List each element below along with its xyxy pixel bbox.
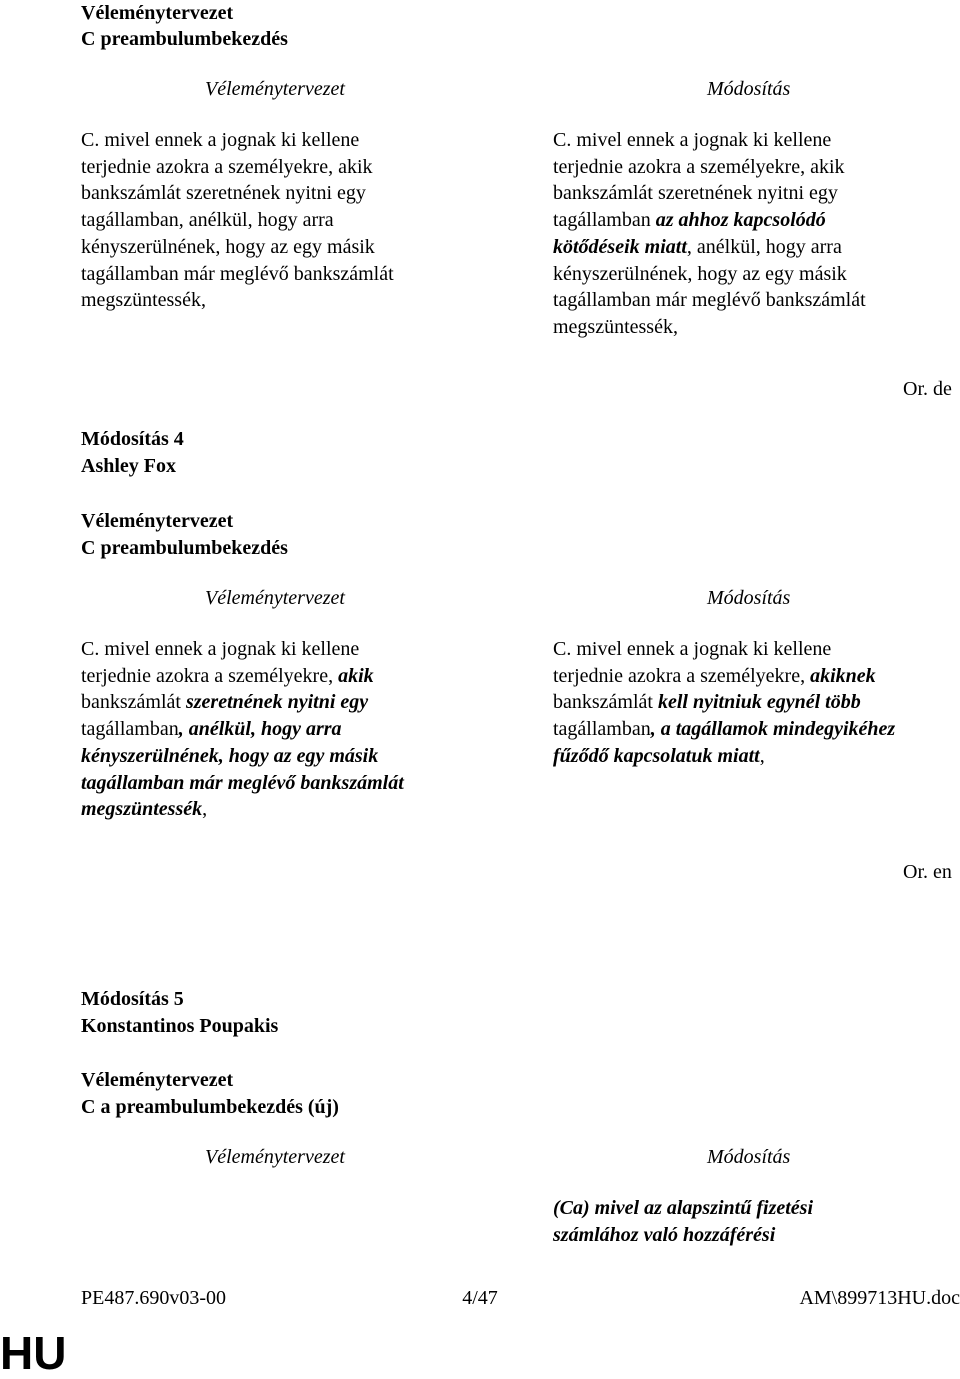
right-column-header: Módosítás (707, 587, 791, 609)
text-line: bankszámlát szeretnének nyitni egy (553, 182, 838, 205)
text-line: tagállamban már meglévő bankszámlát (81, 262, 394, 285)
original-text (81, 636, 404, 823)
language-code: HU (0, 1327, 67, 1379)
text-line: C. mivel ennek a jognak ki kellene (81, 638, 360, 660)
text-line: terjednie azokra a személyekre, akik (81, 155, 373, 178)
amendment-number: Módosítás 4 (81, 428, 184, 450)
footer-reference: PE487.690v03-00 (81, 1287, 226, 1309)
amended-text (553, 636, 895, 770)
deleted-text: tagállamban már meglévő bankszámlát (81, 771, 404, 794)
text-line: terjednie azokra a személyekre, akik (553, 155, 845, 178)
text-segment: , anélkül, hogy arra (686, 235, 842, 258)
inserted-text: (Ca) mivel az alapszintű fizetési (553, 1197, 813, 1219)
paragraph-ref: C a preambulumbekezdés (új) (81, 1096, 339, 1118)
text-line: megszüntessék, (553, 315, 678, 338)
right-column-header: Módosítás (707, 78, 791, 100)
doc-title: Véleménytervezet (81, 1069, 234, 1091)
deleted-text: kényszerülnének, hogy az egy másik (81, 744, 379, 767)
text-line (553, 689, 895, 716)
inserted-text: az ahhoz kapcsolódó (655, 209, 826, 232)
text-line: C. mivel ennek a jognak ki kellene (553, 638, 832, 660)
text-line (553, 743, 895, 770)
text-segment: terjednie azokra a személyekre, (553, 664, 811, 687)
amendment-author: Ashley Fox (81, 455, 176, 477)
original-language: Or. en (903, 861, 952, 883)
text-line (81, 689, 404, 716)
text-segment: , (202, 798, 208, 821)
text-segment: tagállamban (553, 718, 651, 741)
deleted-text: , anélkül, hogy arra (178, 718, 342, 741)
text-segment: terjednie azokra a személyekre, (81, 664, 339, 687)
text-line: tagállamban már meglévő bankszámlát (553, 289, 866, 312)
paragraph-ref: C preambulumbekezdés (81, 537, 288, 559)
text-line (81, 796, 404, 823)
amendment-author: Konstantinos Poupakis (81, 1015, 279, 1037)
inserted-text: fűződő kapcsolatuk miatt (553, 744, 760, 767)
text-line (553, 716, 895, 743)
doc-title: Véleménytervezet (81, 2, 234, 24)
text-line (553, 663, 895, 690)
text-line (81, 716, 404, 743)
text-line: megszüntessék, (81, 289, 206, 312)
inserted-text: kötődéseik miatt (553, 235, 687, 258)
inserted-text: kell nyitniuk egynél több (657, 691, 861, 714)
footer-filename: AM\899713HU.doc (799, 1287, 960, 1309)
text-line: C. mivel ennek a jognak ki kellene (553, 129, 832, 151)
text-segment: tagállamban (553, 209, 656, 232)
text-line: kényszerülnének, hogy az egy másik (553, 262, 847, 285)
text-segment: bankszámlát (553, 691, 658, 714)
inserted-text: számlához való hozzáférési (553, 1223, 776, 1246)
text-segment: , (759, 744, 765, 767)
text-line (553, 207, 866, 234)
amended-text (553, 127, 866, 341)
original-language: Or. de (903, 378, 952, 400)
inserted-text: , a tagállamok mindegyikéhez (650, 718, 896, 741)
left-column-header: Véleménytervezet (205, 78, 345, 100)
deleted-text: akik (338, 664, 374, 687)
deleted-text: megszüntessék (81, 798, 203, 821)
text-segment: tagállamban (81, 718, 179, 741)
text-line: tagállamban, anélkül, hogy arra (81, 209, 334, 232)
page-number: 4/47 (462, 1287, 498, 1309)
amendment-number: Módosítás 5 (81, 988, 184, 1010)
text-line: bankszámlát szeretnének nyitni egy (81, 182, 366, 205)
right-column-header: Módosítás (707, 1146, 791, 1168)
text-segment: bankszámlát (81, 691, 186, 714)
doc-title: Véleménytervezet (81, 510, 234, 532)
text-line: kényszerülnének, hogy az egy másik (81, 235, 375, 258)
text-line: C. mivel ennek a jognak ki kellene (81, 129, 360, 151)
deleted-text: szeretnének nyitni egy (185, 691, 369, 714)
amended-text (553, 1195, 813, 1248)
left-column-header: Véleménytervezet (205, 1146, 345, 1168)
text-line (81, 663, 404, 690)
inserted-text: akiknek (810, 664, 876, 687)
original-text (81, 127, 394, 314)
left-column-header: Véleménytervezet (205, 587, 345, 609)
text-line (553, 234, 866, 261)
paragraph-ref: C preambulumbekezdés (81, 28, 288, 50)
